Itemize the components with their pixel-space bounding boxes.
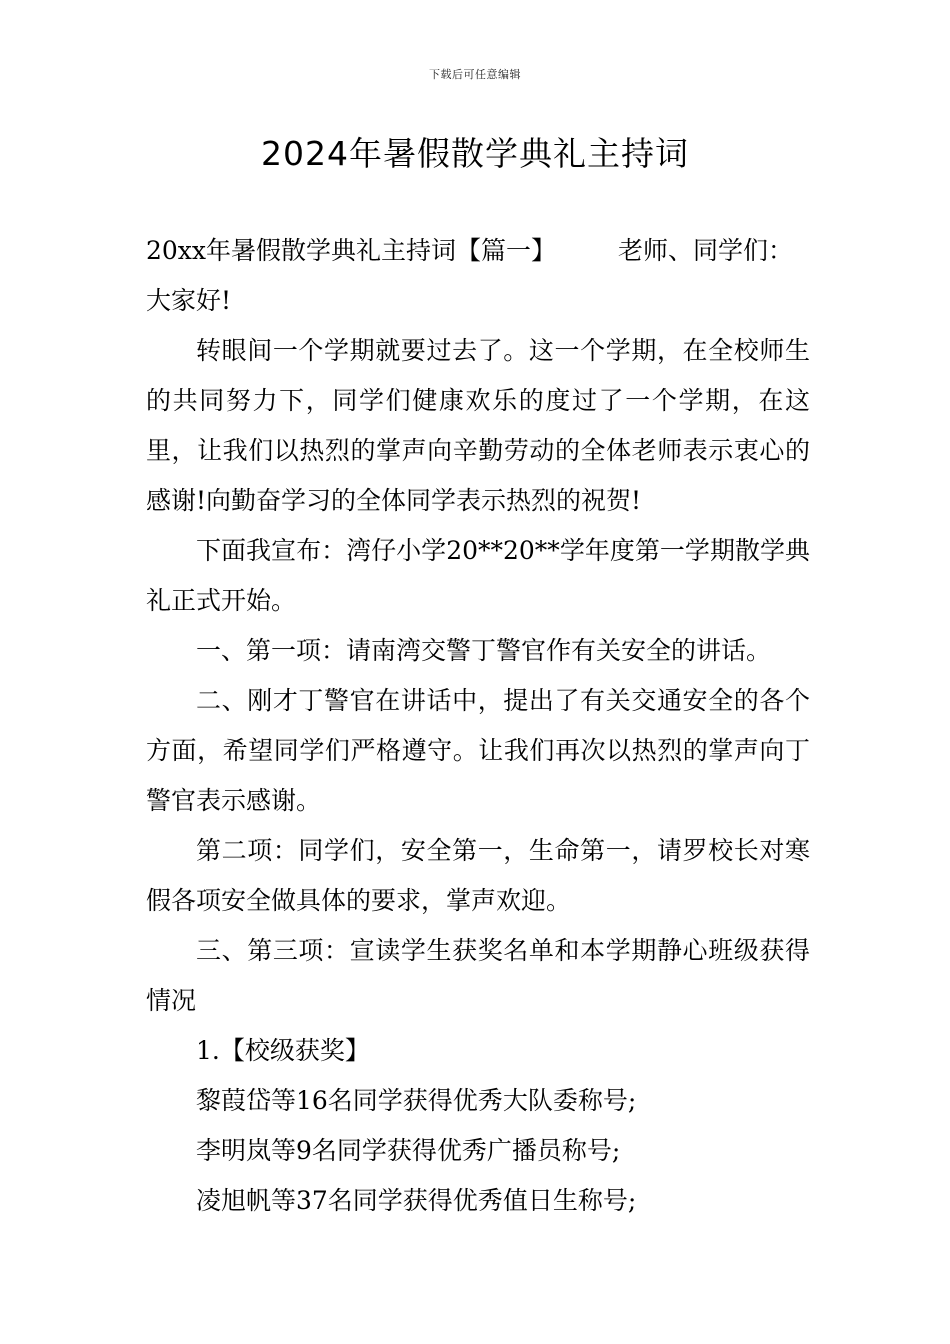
opening-heading: 20xx年暑假散学典礼主持词【篇一】 — [146, 236, 557, 265]
opening-line — [146, 226, 810, 276]
section-heading: 1.【校级获奖】 — [196, 1036, 370, 1065]
paragraph: 一、第一项：请南湾交警丁警官作有关安全的讲话。 — [196, 636, 772, 665]
paragraph: 二、刚才丁警官在讲话中，提出了有关交通安全的各个方面，希望同学们严格遵守。让我们再次以热烈的掌声向丁警官表示感谢。 — [146, 686, 810, 815]
paragraph: 三、第三项：宣读学生获奖名单和本学期静心班级获得情况 — [146, 936, 810, 1015]
page-header-note: 下载后可任意编辑 — [429, 68, 521, 81]
document-body — [146, 226, 810, 1226]
paragraph: 第二项：同学们，安全第一，生命第一，请罗校长对寒假各项安全做具体的要求，掌声欢迎。 — [146, 836, 810, 915]
award-line: 黎葭岱等16名同学获得优秀大队委称号; — [196, 1086, 637, 1115]
paragraph: 下面我宣布：湾仔小学20**20**学年度第一学期散学典礼正式开始。 — [146, 536, 810, 615]
award-line: 李明岚等9名同学获得优秀广播员称号; — [196, 1136, 621, 1165]
greeting: 大家好! — [146, 286, 232, 315]
paragraph: 转眼间一个学期就要过去了。这一个学期，在全校师生的共同努力下，同学们健康欢乐的度过了一个学期，在这里，让我们以热烈的掌声向辛勤劳动的全体老师表示衷心的感谢!向勤奋学习的全体同学表示热烈的祝贺! — [146, 336, 810, 515]
award-line: 凌旭帆等37名同学获得优秀值日生称号; — [196, 1186, 637, 1215]
salutation: 老师、同学们： — [618, 236, 794, 265]
document-title: 2024年暑假散学典礼主持词 — [261, 134, 689, 173]
